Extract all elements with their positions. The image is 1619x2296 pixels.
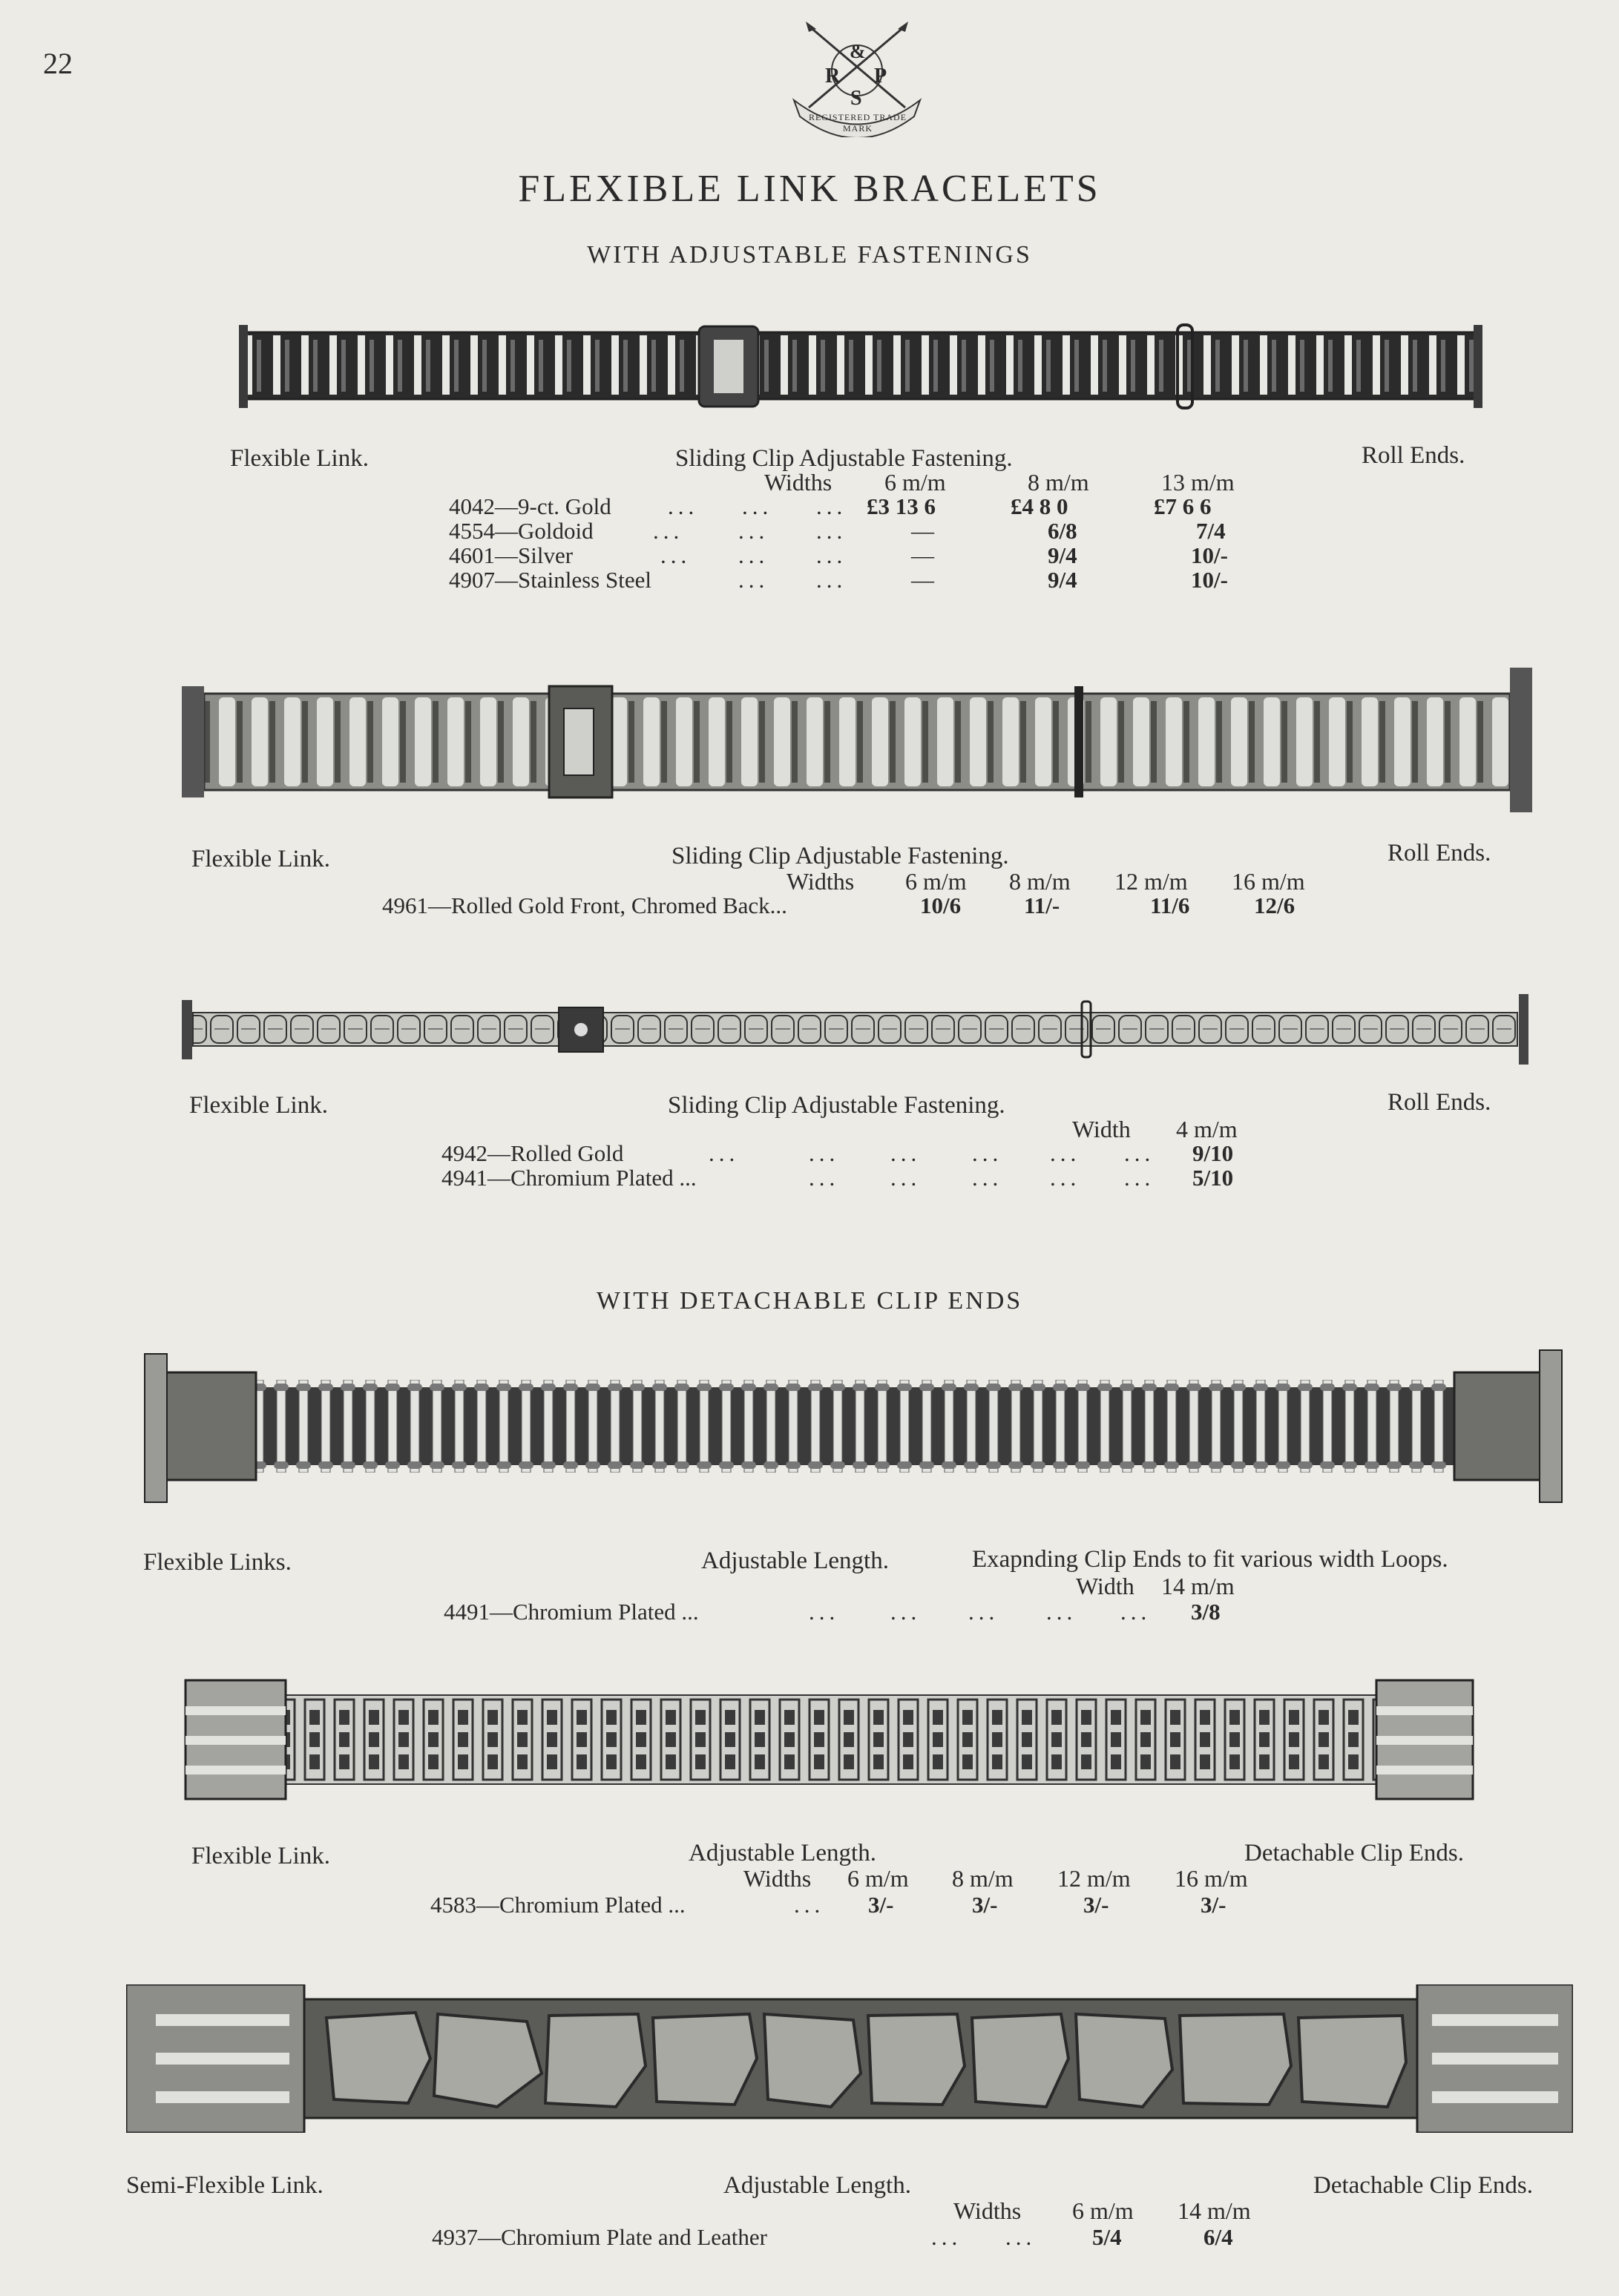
item-5-width-12: 12 m/m [1057, 1865, 1131, 1892]
leader-dots: ... [738, 542, 769, 568]
leader-dots: ... [972, 1165, 1003, 1191]
leader-dots: ... [816, 567, 847, 593]
price-4583-8mm: 3/- [972, 1892, 998, 1918]
item-5-caption-right: Detachable Clip Ends. [1244, 1840, 1465, 1866]
bracelet-4583-image [182, 1673, 1477, 1806]
bracelet-illustration-4942 [182, 994, 1528, 1065]
leader-dots: ... [738, 567, 769, 593]
leader-dots: ... [890, 1140, 922, 1166]
section-heading-detachable: WITH DETACHABLE CLIP ENDS [596, 1287, 1023, 1315]
item-4-caption-left: Flexible Links. [143, 1549, 292, 1576]
price-4961-8mm: 11/- [1024, 892, 1060, 918]
item-3-caption-right: Roll Ends. [1388, 1089, 1491, 1116]
price-4042-6mm: £3 13 6 [867, 493, 936, 519]
bracelet-illustration-4583 [182, 1673, 1477, 1806]
bracelet-4491-image [137, 1343, 1569, 1510]
logo-letter-p: P [874, 65, 887, 88]
item-1-widths-label: Widths [764, 469, 833, 496]
item-5-width-8: 8 m/m [952, 1865, 1014, 1892]
item-6-caption-left: Semi-Flexible Link. [126, 2172, 324, 2199]
item-1-width-8: 8 m/m [1028, 469, 1089, 496]
item-4583-code: 4583—Chromium Plated ... [430, 1892, 686, 1918]
bracelet-4937-image [126, 1984, 1573, 2133]
price-4961-16mm: 12/6 [1254, 892, 1295, 918]
leader-dots: ... [972, 1140, 1003, 1166]
bracelet-4961-image [182, 668, 1532, 812]
logo-banner-text: REGISTERED TRADE MARK [808, 112, 907, 134]
price-4583-6mm: 3/- [868, 1892, 894, 1918]
leader-dots: ... [1124, 1165, 1155, 1191]
leader-dots: ... [1046, 1599, 1077, 1625]
bracelet-4042-image [239, 318, 1482, 414]
leader-dots: ... [653, 518, 684, 544]
price-4554-6mm: — [911, 518, 934, 544]
item-3-caption-left: Flexible Link. [189, 1092, 328, 1119]
logo-letter-r: R [825, 65, 841, 88]
price-4491-14mm: 3/8 [1191, 1599, 1221, 1625]
leader-dots: ... [742, 493, 773, 519]
leader-dots: ... [668, 493, 699, 519]
item-4941-code: 4941—Chromium Plated ... [441, 1165, 697, 1191]
item-5-widths-label: Widths [743, 1865, 812, 1892]
bracelet-4942-image [182, 994, 1528, 1065]
price-4961-6mm: 10/6 [920, 892, 962, 918]
item-4491-code: 4491—Chromium Plated ... [444, 1599, 699, 1625]
item-3-width-label: Width [1072, 1116, 1131, 1142]
item-1-caption-left: Flexible Link. [230, 445, 369, 472]
price-4042-13mm: £7 6 6 [1154, 493, 1212, 519]
item-5-width-6: 6 m/m [847, 1865, 909, 1892]
logo-letter-s: S [850, 87, 862, 110]
price-4907-6mm: — [911, 567, 934, 593]
item-1-width-6: 6 m/m [884, 469, 946, 496]
item-3-caption-center: Sliding Clip Adjustable Fastening. [668, 1092, 1005, 1119]
price-4601-8mm: 9/4 [1048, 542, 1077, 568]
item-2-width-8: 8 m/m [1009, 868, 1071, 895]
leader-dots: ... [816, 493, 847, 519]
item-5-caption-left: Flexible Link. [191, 1843, 330, 1869]
price-4937-14mm: 6/4 [1203, 2224, 1233, 2250]
item-2-width-12: 12 m/m [1114, 868, 1188, 895]
leader-dots: ... [968, 1599, 999, 1625]
leader-dots: ... [1050, 1140, 1081, 1166]
item-2-caption-right: Roll Ends. [1388, 840, 1491, 866]
price-4583-16mm: 3/- [1201, 1892, 1226, 1918]
item-4601-code: 4601—Silver [449, 542, 574, 568]
leader-dots: ... [1050, 1165, 1081, 1191]
page-title: FLEXIBLE LINK BRACELETS [518, 168, 1101, 210]
price-4907-8mm: 9/4 [1048, 567, 1077, 593]
price-4941-4mm: 5/10 [1192, 1165, 1234, 1191]
section-heading-adjustable: WITH ADJUSTABLE FASTENINGS [587, 241, 1032, 269]
page-number: 22 [43, 47, 73, 80]
item-5-width-16: 16 m/m [1175, 1865, 1248, 1892]
item-4-caption-right: Exapnding Clip Ends to fit various width Loops. [972, 1546, 1448, 1573]
item-6-width-6: 6 m/m [1072, 2197, 1134, 2224]
item-4-width-14: 14 m/m [1161, 1573, 1235, 1599]
item-6-caption-center: Adjustable Length. [723, 2172, 911, 2199]
leader-dots: ... [816, 542, 847, 568]
item-1-caption-right: Roll Ends. [1362, 442, 1465, 469]
trade-mark-logo [786, 19, 927, 137]
leader-dots: ... [1124, 1140, 1155, 1166]
item-4-width-label: Width [1076, 1573, 1134, 1599]
logo-letter-ampersand: & [850, 41, 866, 62]
leader-dots: ... [890, 1165, 922, 1191]
price-4554-8mm: 6/8 [1048, 518, 1077, 544]
bracelet-illustration-4937 [126, 1984, 1573, 2133]
price-4601-6mm: — [911, 542, 934, 568]
leader-dots: ... [738, 518, 769, 544]
price-4583-12mm: 3/- [1083, 1892, 1109, 1918]
leader-dots: ... [809, 1599, 840, 1625]
item-4937-code: 4937—Chromium Plate and Leather [432, 2224, 767, 2250]
leader-dots: ... [890, 1599, 922, 1625]
item-6-width-14: 14 m/m [1178, 2197, 1251, 2224]
leader-dots: ... [931, 2224, 962, 2250]
leader-dots: ... [794, 1892, 825, 1918]
item-4554-code: 4554—Goldoid [449, 518, 594, 544]
item-2-width-16: 16 m/m [1232, 868, 1305, 895]
leader-dots: ... [809, 1140, 840, 1166]
item-6-widths-label: Widths [953, 2197, 1022, 2224]
price-4554-13mm: 7/4 [1196, 518, 1226, 544]
leader-dots: ... [709, 1140, 740, 1166]
price-4937-6mm: 5/4 [1092, 2224, 1122, 2250]
item-4-caption-center: Adjustable Length. [701, 1547, 889, 1574]
leader-dots: ... [1120, 1599, 1152, 1625]
item-4942-code: 4942—Rolled Gold [441, 1140, 624, 1166]
price-4961-12mm: 11/6 [1150, 892, 1190, 918]
item-4907-code: 4907—Stainless Steel [449, 567, 651, 593]
leader-dots: ... [809, 1165, 840, 1191]
leader-dots: ... [660, 542, 692, 568]
item-1-caption-center: Sliding Clip Adjustable Fastening. [675, 445, 1013, 472]
price-4942-4mm: 9/10 [1192, 1140, 1234, 1166]
item-2-caption-left: Flexible Link. [191, 846, 330, 872]
item-2-widths-label: Widths [786, 868, 855, 895]
bracelet-illustration-4042 [239, 318, 1482, 414]
item-4961-code: 4961—Rolled Gold Front, Chromed Back... [382, 892, 787, 918]
price-4907-13mm: 10/- [1191, 567, 1228, 593]
bracelet-illustration-4491 [137, 1343, 1569, 1510]
item-1-width-13: 13 m/m [1161, 469, 1235, 496]
leader-dots: ... [1005, 2224, 1037, 2250]
item-2-width-6: 6 m/m [905, 868, 967, 895]
price-4601-13mm: 10/- [1191, 542, 1228, 568]
leader-dots: ... [816, 518, 847, 544]
price-4042-8mm: £4 8 0 [1011, 493, 1068, 519]
item-2-caption-center: Sliding Clip Adjustable Fastening. [671, 843, 1009, 869]
item-3-width-4: 4 m/m [1176, 1116, 1238, 1142]
bracelet-illustration-4961 [182, 668, 1532, 812]
item-6-caption-right: Detachable Clip Ends. [1313, 2172, 1534, 2199]
item-4042-code: 4042—9-ct. Gold [449, 493, 611, 519]
item-5-caption-center: Adjustable Length. [689, 1840, 876, 1866]
